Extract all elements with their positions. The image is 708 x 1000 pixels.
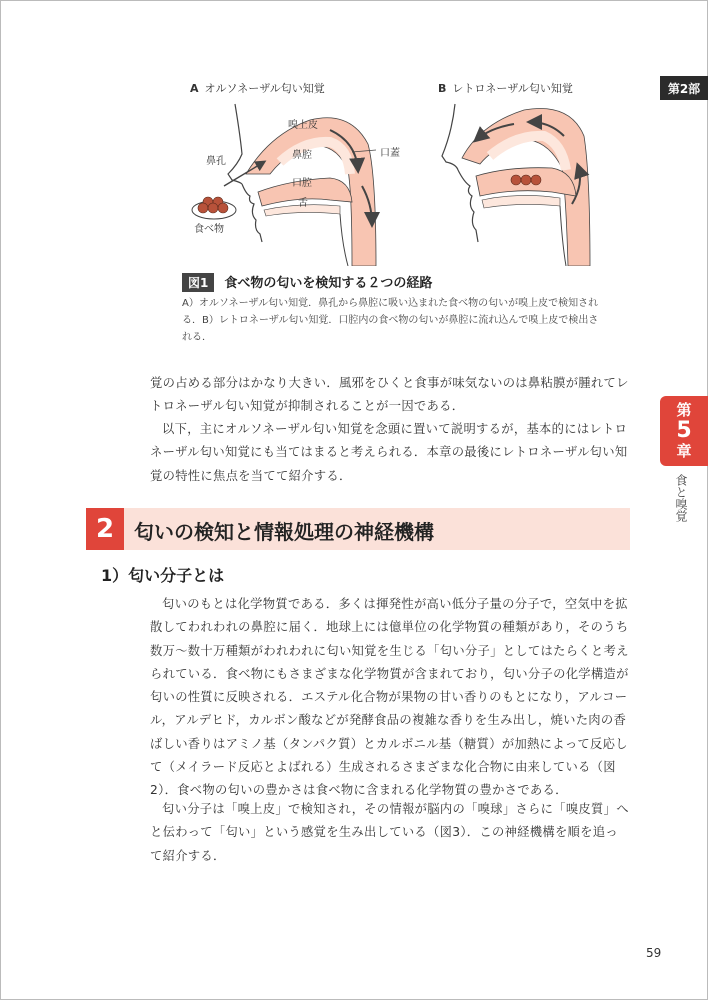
caption-badge: 図1: [182, 273, 214, 292]
part-tab: [660, 76, 708, 100]
label-food: 食べ物: [194, 224, 224, 235]
paragraph-4: 匂い分子は「嗅上皮」で検知され，その情報が脳内の「嗅球」さらに「嗅皮質」へと伝わって「匂い」という感覚を生み出している（図3）．この神経機構を順を追って紹介する．: [150, 802, 629, 863]
label-nasal-cavity: 鼻腔: [292, 150, 312, 161]
label-oral-cavity: 口腔: [292, 178, 312, 189]
chapter-side-title: 食と嗅覚: [674, 474, 688, 522]
caption-body: A）オルソネーザル匂い知覚．鼻孔から鼻腔に吸い込まれた食べ物の匂いが嗅上皮で検知される．B）レトロネーザル匂い知覚．口腔内の食べ物の匂いが鼻腔に流れ込んで嗅上皮で検出される．: [182, 298, 599, 343]
chapter-tab-number: 5: [676, 418, 692, 443]
label-tongue: 舌: [298, 198, 308, 209]
paragraph-3: 匂いのもとは化学物質である．多くは揮発性が高い低分子量の分子で，空気中を拡散してわれわれの鼻腔に届く．地球上には億単位の化学物質の種類があり，そのうち数万〜数十万種類がわれわれに匂い知覚を生じる「匂い分子」としてはたらくと考えられている．食べ物にもさまざまな化学物質が含まれており，匂い分子の化学構造が匂いの性質に反映される．エステル化合物が果物の甘い香りのもとになり，アルコール，アルデヒド，カルボン酸などが発酵食品の複雑な香りを生み出し，焼いた肉の香ばしい香りはアミノ基（タンパク質）とカルボニル基（糖質）が加熱によって反応して（メイラード反応とよばれる）生成されるさまざまな化合物に由来している（図2）．食べ物の匂いの豊かさは食べ物に含まれる化学物質の豊かさである．: [150, 597, 629, 798]
part-tab-label: 第2部: [667, 81, 701, 96]
section-number: 2: [86, 508, 124, 550]
panel-a-title-text: オルソネーザル匂い知覚: [204, 82, 325, 95]
panel-b-head: [442, 104, 590, 266]
figure-1: [180, 74, 600, 266]
panel-b-letter: B: [438, 82, 447, 95]
label-olfactory-epithelium: 嗅上皮: [288, 120, 318, 131]
label-palate: 口蓋: [380, 148, 400, 159]
chapter-tab-pre: 第: [676, 401, 692, 419]
figure-caption: [182, 272, 602, 292]
subsection-title: 1）匂い分子とは: [101, 566, 225, 585]
chapter-tab: [660, 396, 708, 466]
paragraph-1: 覚の占める部分はかなり大きい．風邪をひくと食事が味気ないのは鼻粘膜が腫れてレトロネーザル匂い知覚が抑制されることが一因である．: [150, 376, 629, 414]
section-title: 匂いの検知と情報処理の神経機構: [134, 520, 434, 544]
panel-b-title-text: レトロネーザル匂い知覚: [452, 82, 573, 95]
label-nostril: 鼻孔: [206, 156, 226, 167]
chapter-tab-post: 章: [676, 442, 692, 460]
paragraph-2: 以下，主にオルソネーザル匂い知覚を念頭に置いて説明するが，基本的にはレトロネーザル匂い知覚にも当てはまると考えられる．本章の最後にレトロネーザル匂い知覚の特性に焦点を当てて紹介する．: [150, 422, 628, 483]
figure-drawing: [180, 74, 600, 266]
panel-a-head: [192, 104, 376, 266]
panel-a-letter: A: [190, 82, 199, 95]
caption-title: 食べ物の匂いを検知する２つの経路: [224, 276, 433, 291]
page-number: 59: [646, 946, 662, 960]
